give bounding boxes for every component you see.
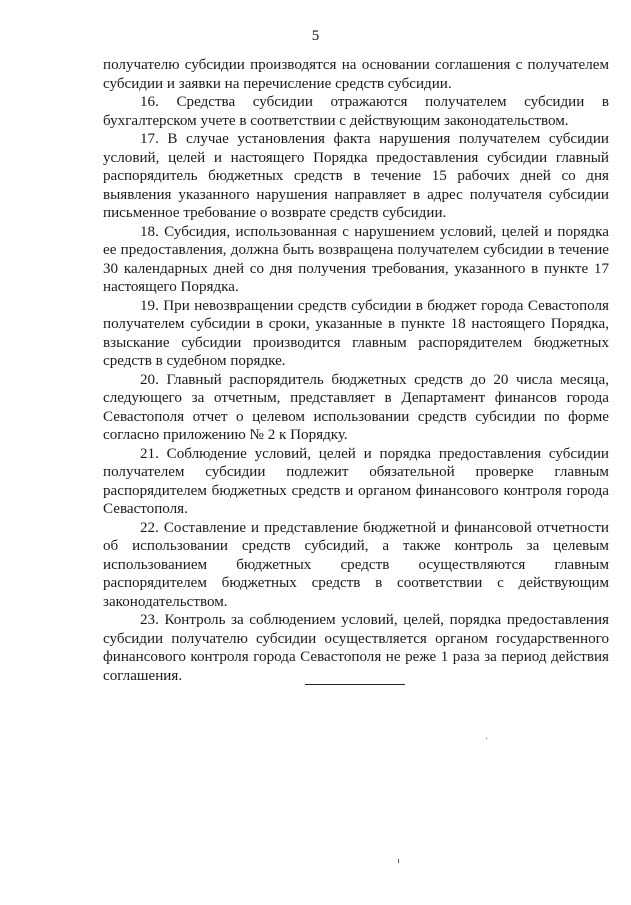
page-number: 5 (311, 28, 320, 44)
paragraph-20: 20. Главный распорядитель бюджетных средств до 20 числа месяца, следующего за отчетным, представляет в Департамент финансов города Севастополя отчет о целевом использовании средств субсидии по форме согласно приложению № 2 к Порядку. (103, 371, 609, 443)
paragraph-22: 22. Составление и представление бюджетной и финансовой отчетности об использовании средств субсидий, а также контроль за целевым использованием бюджетных средств осуществляются главным распорядителем бюджетных средств в соответствии с действующим законодательством. (103, 519, 609, 610)
document-body (103, 56, 609, 685)
scan-speck (398, 859, 399, 863)
paragraph-continued: получателю субсидии производятся на основании соглашения с получателем субсидии и заявки на перечисление средств субсидии. (103, 57, 609, 92)
paragraph-16: 16. Средства субсидии отражаются получателем субсидии в бухгалтерском учете в соответствии с действующим законодательством. (103, 94, 609, 129)
paragraph-23: 23. Контроль за соблюдением условий, целей, порядка предоставления субсидии получателю субсидии осуществляется органом государственного финансового контроля города Севастополя не реже 1 раза за период действия соглашения. (103, 612, 609, 684)
paragraph-17: 17. В случае установления факта нарушения получателем субсидии условий, целей и настоящего Порядка предоставления субсидии главный распорядитель бюджетных средств в течение 15 рабочих дней со дня выявления указанного нарушения направляет в адрес получателя субсидии письменное требование о возврате средств субсидии. (103, 131, 609, 221)
paragraph-19: 19. При невозвращении средств субсидии в бюджет города Севастополя получателем субсидии в сроки, указанные в пункте 18 настоящего Порядка, взыскание субсидии производится главным распорядителем бюджетных средств в судебном порядке. (103, 297, 609, 369)
paragraph-21: 21. Соблюдение условий, целей и порядка предоставления субсидии получателем субсидии подлежит обязательной проверке главным распорядителем бюджетных средств и органом финансового контроля города Севастополя. (103, 445, 609, 517)
paragraph-18: 18. Субсидия, использованная с нарушением условий, целей и порядка ее предоставления, должна быть возвращена получателем субсидии в течение 30 календарных дней со дня получения требования, указанного в пункте 17 настоящего Порядка. (103, 223, 609, 295)
scan-speck (486, 738, 487, 739)
end-divider-line (305, 684, 405, 685)
